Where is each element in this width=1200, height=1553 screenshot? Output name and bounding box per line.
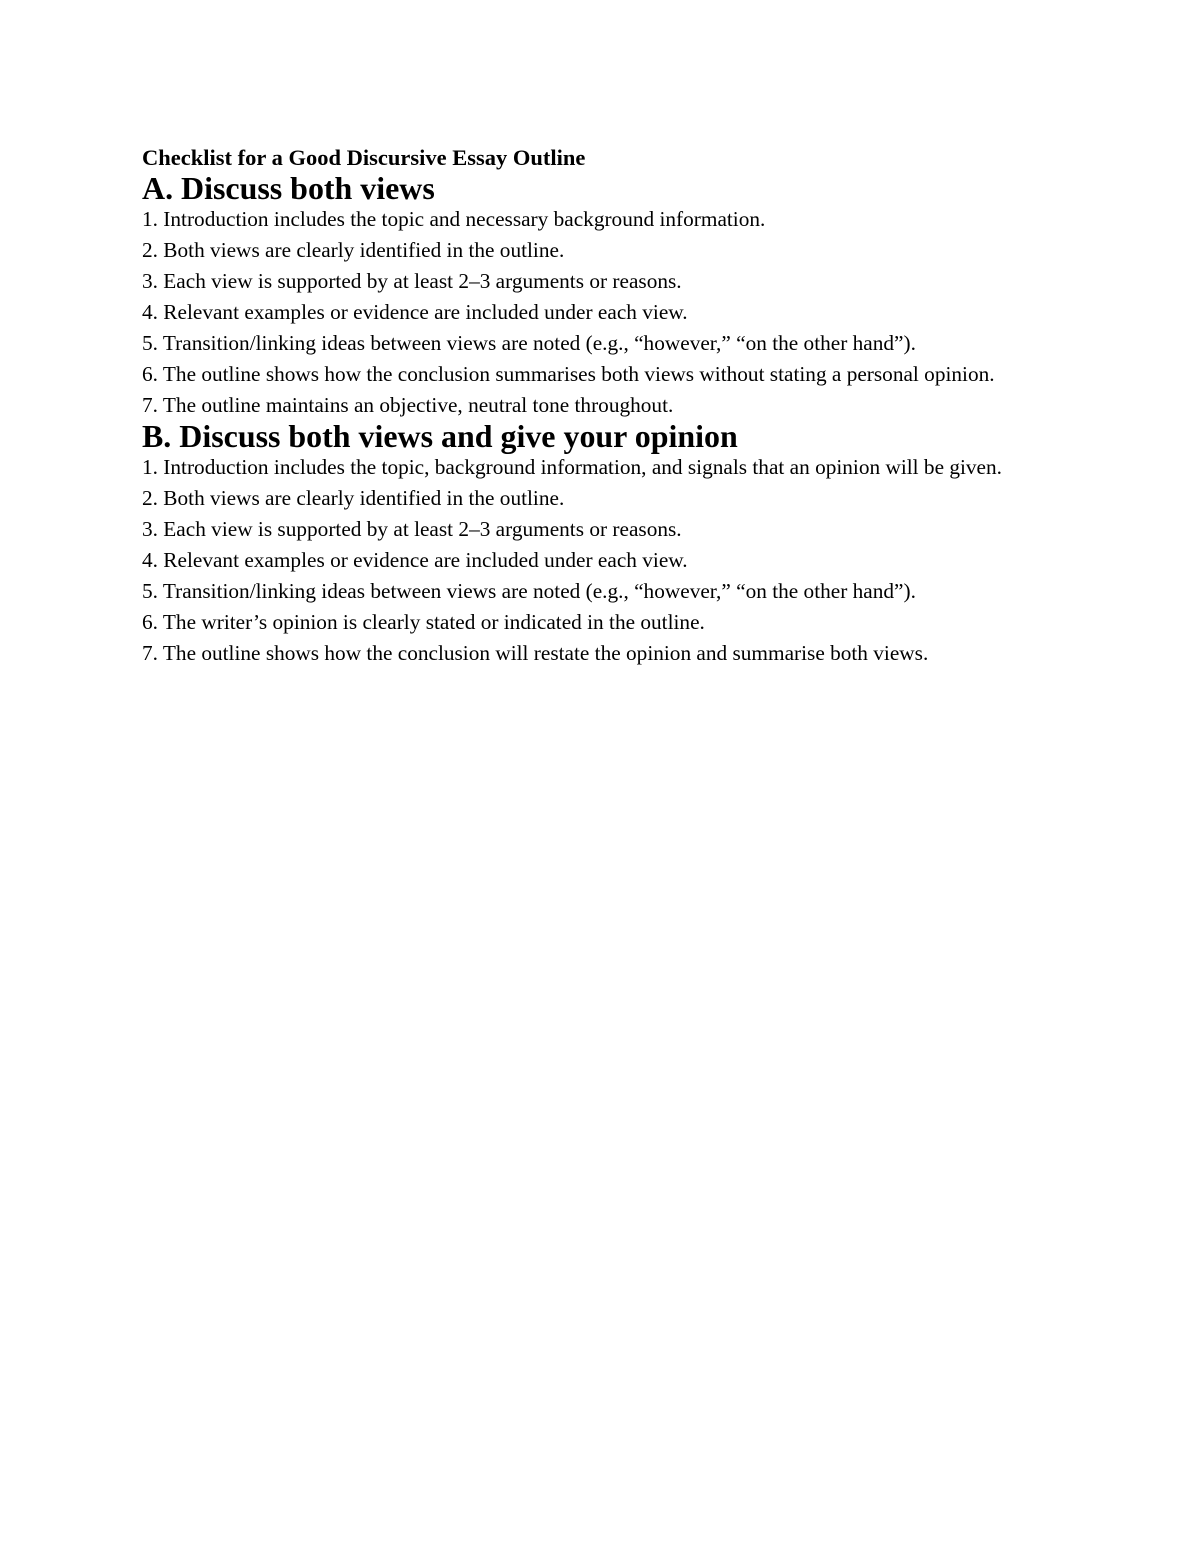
checklist-item: 7. The outline maintains an objective, neutral tone throughout. [142, 393, 674, 417]
document-title: Checklist for a Good Discursive Essay Outline [142, 145, 586, 170]
checklist-item: 6. The outline shows how the conclusion summarises both views without stating a personal opinion. [142, 362, 995, 386]
checklist-item: 1. Introduction includes the topic and necessary background information. [142, 207, 766, 231]
checklist-item: 3. Each view is supported by at least 2–3 arguments or reasons. [142, 269, 682, 293]
section-a [142, 173, 1062, 421]
document-body [142, 142, 1062, 669]
checklist [142, 204, 1062, 421]
checklist-item: 3. Each view is supported by at least 2–3 arguments or reasons. [142, 517, 682, 541]
checklist-item: 5. Transition/linking ideas between views are noted (e.g., “however,” “on the other hand”). [142, 331, 916, 355]
checklist-item: 5. Transition/linking ideas between views are noted (e.g., “however,” “on the other hand”). [142, 579, 916, 603]
checklist [142, 452, 1062, 669]
section-heading: A. Discuss both views [142, 171, 435, 206]
checklist-item: 2. Both views are clearly identified in the outline. [142, 486, 565, 510]
checklist-item: 2. Both views are clearly identified in the outline. [142, 238, 565, 262]
checklist-item: 6. The writer’s opinion is clearly stated or indicated in the outline. [142, 610, 705, 634]
checklist-item: 4. Relevant examples or evidence are included under each view. [142, 548, 688, 572]
checklist-item: 1. Introduction includes the topic, background information, and signals that an opinion will be given. [142, 455, 1002, 479]
section-heading: B. Discuss both views and give your opinion [142, 419, 738, 454]
checklist-item: 4. Relevant examples or evidence are included under each view. [142, 300, 688, 324]
section-b [142, 421, 1062, 669]
checklist-item: 7. The outline shows how the conclusion will restate the opinion and summarise both views. [142, 641, 929, 665]
